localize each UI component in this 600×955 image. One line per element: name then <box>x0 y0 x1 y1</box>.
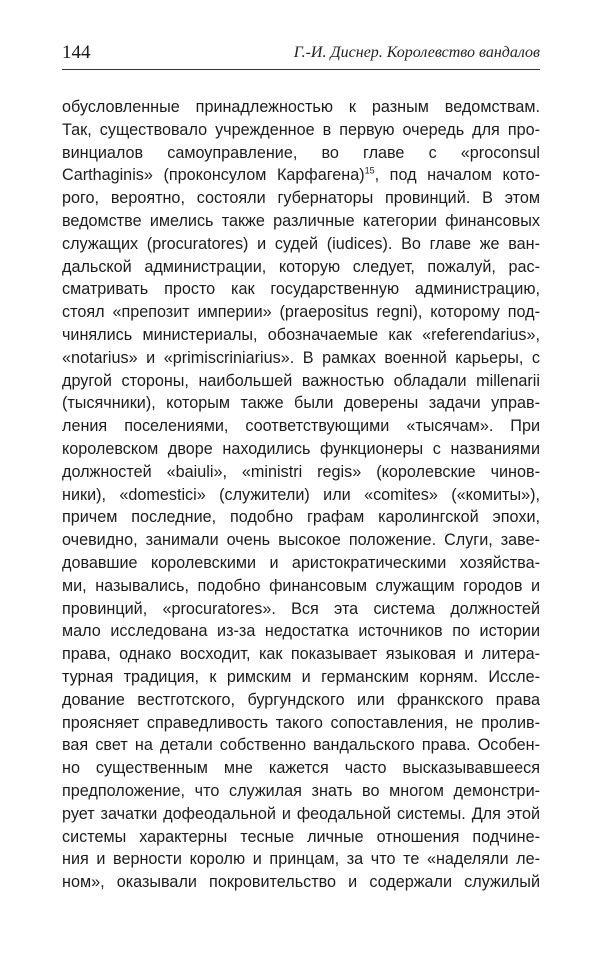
text-line: (тысячники), которым также были доверены задачи управ- <box>62 394 540 413</box>
text-line: провинций, «procuratores». Вся эта система должностей <box>62 599 540 618</box>
text-line: системы характерны тесные личные отношения подчине- <box>62 827 540 846</box>
text-line: королевском дворе находились функционеры с названиями <box>62 439 540 458</box>
text-line: рует зачатки дофеодальной и феодальной системы. Для этой <box>62 804 540 823</box>
text-line-with-footnote <box>62 164 540 187</box>
text-line: винциалов самоуправление, во главе с «proconsul <box>62 143 540 162</box>
text-line: очевидно, занимали очень высокое положение. Слуги, заве- <box>62 531 540 550</box>
text-line: довавшие королевскими и аристократическими хозяйства- <box>62 553 540 572</box>
page-header <box>62 38 540 70</box>
text-line: мало исследована из-за недостатка источников по истории <box>62 622 540 641</box>
text-line: чинялись министериалы, обозначаемые как «referendarius», <box>62 325 540 344</box>
text-segment: Carthaginis» (проконсулом Карфагена) <box>62 166 365 185</box>
header-rule <box>62 69 540 70</box>
text-line: турная традиция, к римским и германским корням. Иссле- <box>62 667 540 686</box>
text-line: обусловленные принадлежностью к разным ведомствам. <box>62 98 540 116</box>
text-line: ния и верности королю и принцам, за что те «наделяли ле- <box>62 850 540 869</box>
text-line: должностей «baiuli», «ministri regis» (королевские чинов- <box>62 462 540 481</box>
text-line: ления поселениями, соответствующими «тысячам». При <box>62 417 540 436</box>
text-line: рого, вероятно, состояли губернаторы провинций. В этом <box>62 189 540 208</box>
text-line: «notarius» и «primiscriniarius». В рамках военной карьеры, с <box>62 348 540 367</box>
text-line: дальской администрации, которую следует, пожалуй, рас- <box>62 257 540 276</box>
text-line: Так, существовало учрежденное в первую очередь для про- <box>62 120 540 139</box>
text-line: права, однако восходит, как показывает языковая и литера- <box>62 645 540 664</box>
text-line: служащих (procuratores) и судей (iudices). Во главе же ван- <box>62 234 540 253</box>
running-head: Г.-И. Диснер. Королевство вандалов <box>293 44 540 61</box>
text-line: проясняет справедливость такого сопоставления, не пролив- <box>62 713 540 732</box>
text-line: но существенным мне кажется часто высказывавшееся <box>62 759 540 778</box>
text-line: ники), «domestici» (служители) или «comites» («комиты»), <box>62 485 540 504</box>
page-number: 144 <box>62 42 91 63</box>
text-segment: , под началом кото- <box>374 166 540 185</box>
text-line: ми, назывались, подобно финансовым служащим городов и <box>62 576 540 595</box>
text-line: другой стороны, наибольшей важностью обладали millenarii <box>62 371 540 390</box>
footnote-reference[interactable]: 15 <box>364 166 375 176</box>
text-line: дование вестготского, бургундского или франкского права <box>62 690 540 709</box>
body-text <box>62 96 540 894</box>
text-line: вая свет на детали собственно вандальского права. Особен- <box>62 736 540 755</box>
text-line: сматривать просто как государственную администрацию, <box>62 280 540 299</box>
text-line: ведомстве имелись также различные категории финансовых <box>62 211 540 230</box>
text-line: предположение, что служилая знать во многом демонстри- <box>62 781 540 800</box>
text-line: стоял «препозит империи» (praepositus regni), которому под- <box>62 303 540 322</box>
text-line: причем последние, подобно графам каролингской эпохи, <box>62 508 540 527</box>
text-line: ном», оказывали покровительство и содержали служилый <box>62 873 540 892</box>
